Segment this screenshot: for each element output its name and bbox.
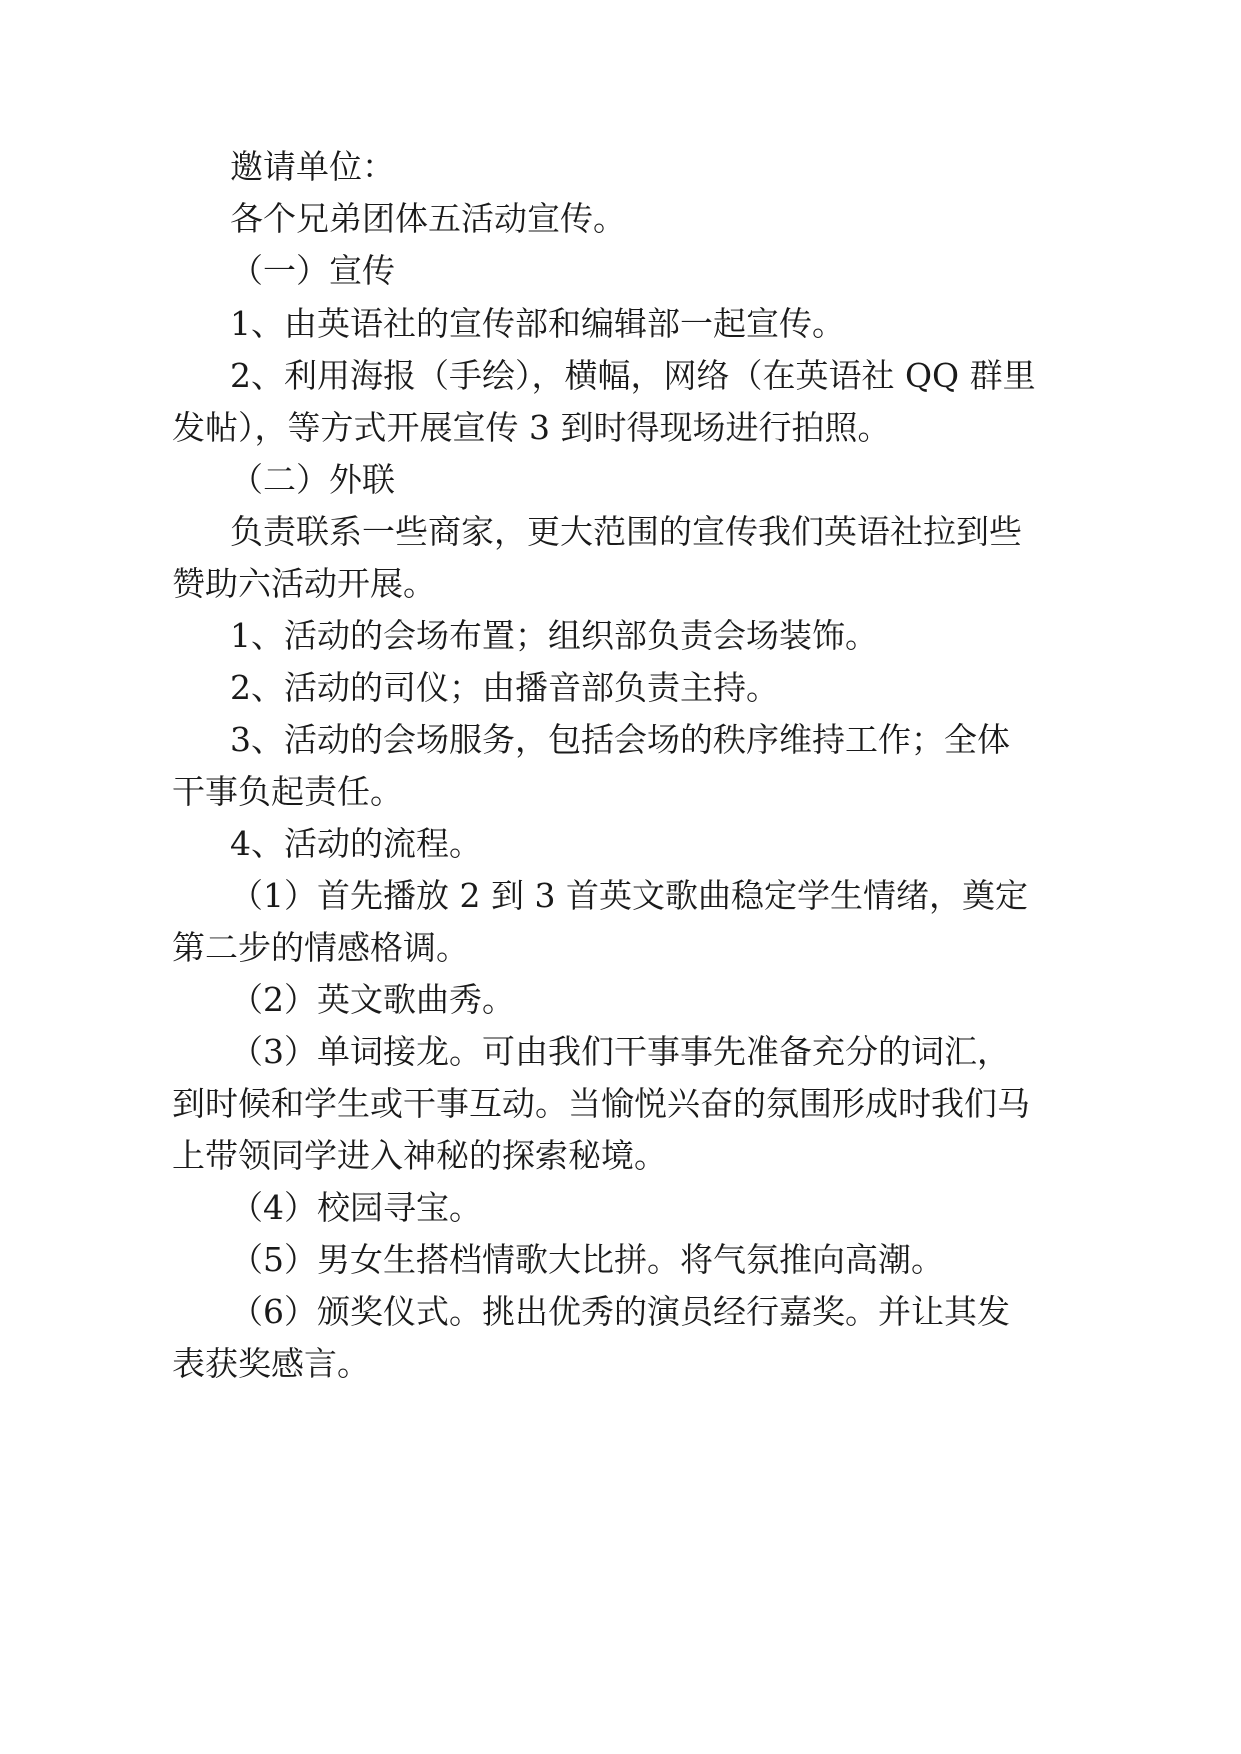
text-line: （2）英文歌曲秀。 [230,980,515,1019]
text-line: 赞助六活动开展。 [172,564,436,603]
text-line: 表获奖感言。 [172,1344,370,1383]
text-line: 3、活动的会场服务，包括会场的秩序维持工作；全体 [230,720,1010,759]
text-line: 上带领同学进入神秘的探索秘境。 [172,1136,667,1175]
text-line: 干事负起责任。 [172,772,403,811]
text-line: （1）首先播放 2 到 3 首英文歌曲稳定学生情绪，奠定 [230,876,1028,915]
text-line: 第二步的情感格调。 [172,928,469,967]
text-line: 负责联系一些商家，更大范围的宣传我们英语社拉到些 [230,512,1022,551]
text-line: （3）单词接龙。可由我们干事事先准备充分的词汇， [230,1032,1010,1071]
text-line: 各个兄弟团体五活动宣传。 [230,199,626,238]
text-line: （6）颁奖仪式。挑出优秀的演员经行嘉奖。并让其发 [230,1292,1010,1331]
section-heading: （一）宣传 [230,251,395,290]
text-line: 2、利用海报（手绘），横幅，网络（在英语社 QQ 群里 [230,356,1036,395]
text-line: 发帖），等方式开展宣传 3 到时得现场进行拍照。 [172,408,891,447]
text-line: 邀请单位： [230,147,395,186]
text-line: 4、活动的流程。 [230,824,482,863]
text-line: 2、活动的司仪；由播音部负责主持。 [230,668,779,707]
text-line: （5）男女生搭档情歌大比拼。将气氛推向高潮。 [230,1240,944,1279]
text-line: 到时候和学生或干事互动。当愉悦兴奋的氛围形成时我们马 [172,1084,1030,1123]
text-line: 1、活动的会场布置；组织部负责会场装饰。 [230,616,878,655]
text-line: 1、由英语社的宣传部和编辑部一起宣传。 [230,304,845,343]
section-heading: （二）外联 [230,460,395,499]
text-line: （4）校园寻宝。 [230,1188,482,1227]
